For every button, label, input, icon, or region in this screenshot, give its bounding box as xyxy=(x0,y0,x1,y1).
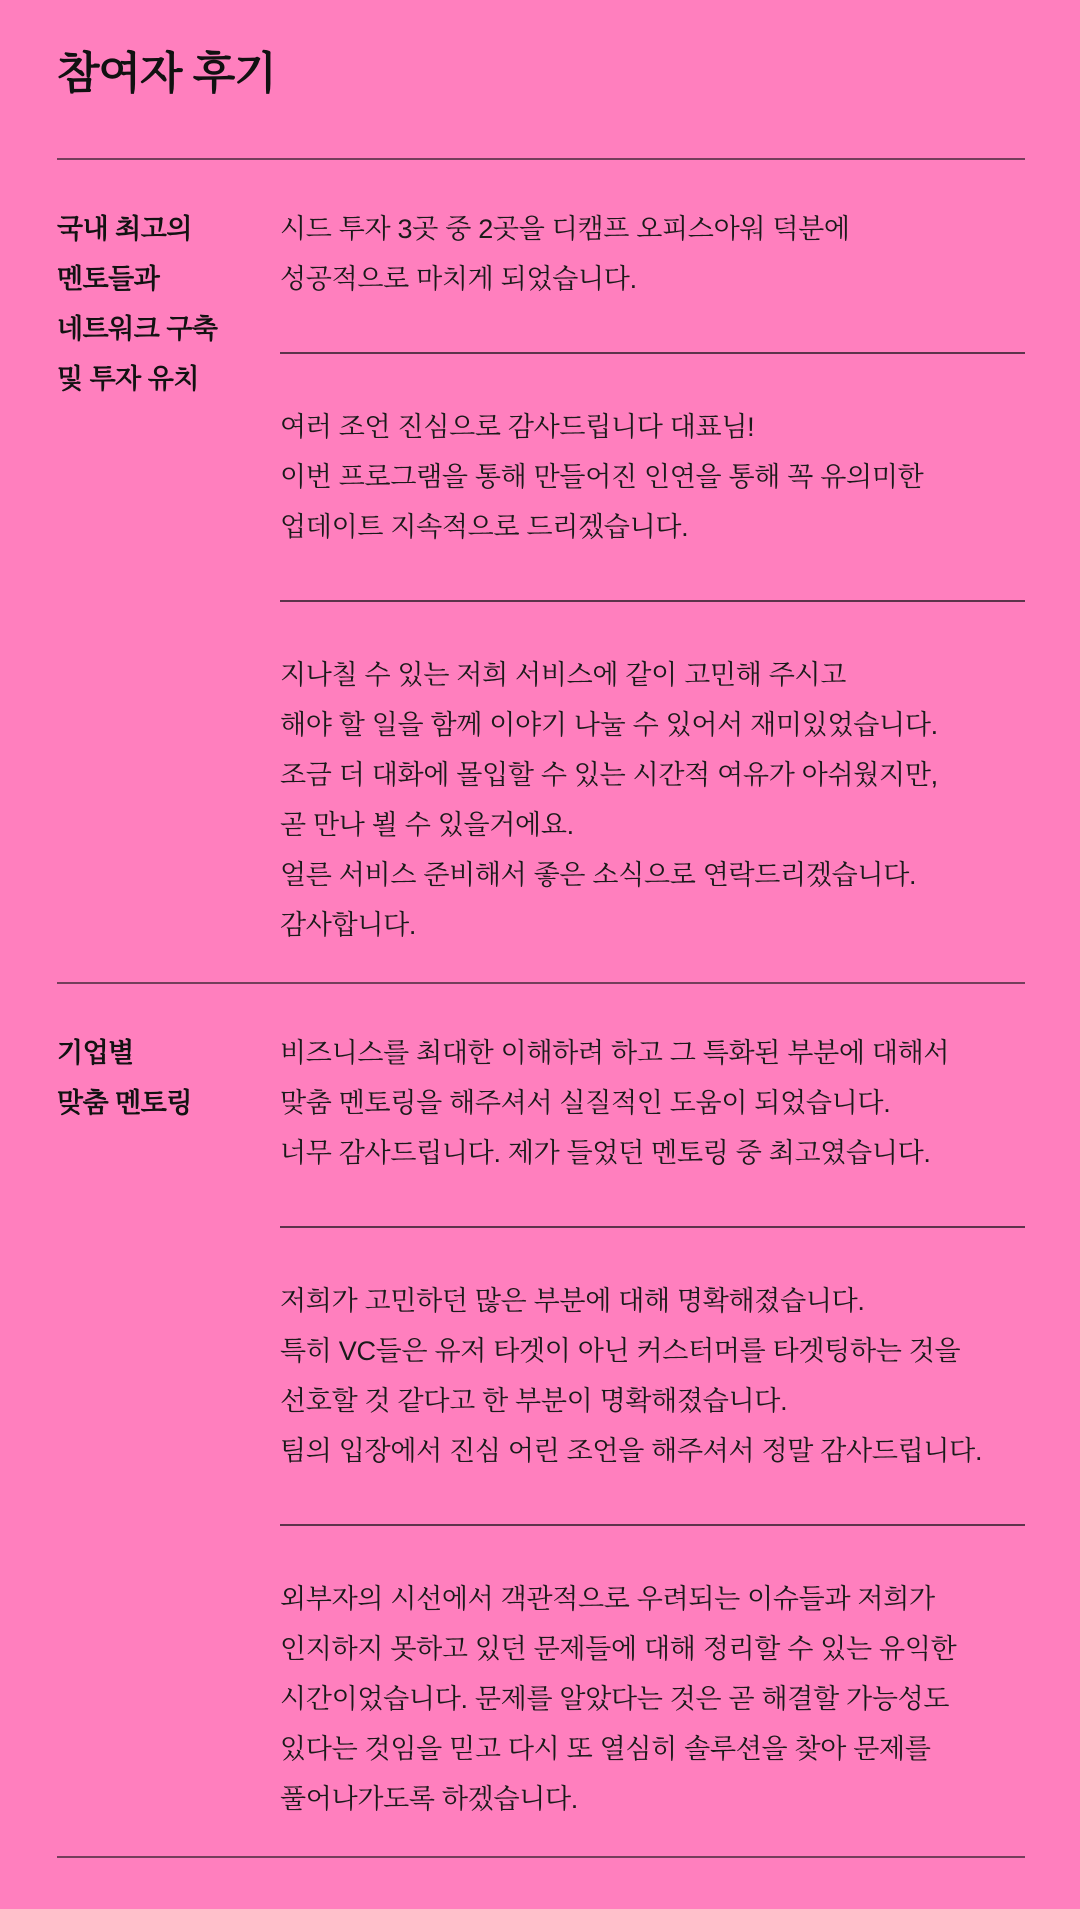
testimonial xyxy=(280,402,1025,552)
testimonial-line: 시간이었습니다. 문제를 알았다는 것은 곧 해결할 가능성도 xyxy=(280,1684,950,1714)
review-section xyxy=(57,984,1025,1856)
section-label-line: 멘토들과 xyxy=(57,264,160,294)
sections-container xyxy=(57,158,1025,1858)
testimonial-line: 이번 프로그램을 통해 만들어진 인연을 통해 꼭 유의미한 xyxy=(280,462,924,492)
testimonial xyxy=(280,1574,1025,1824)
testimonial-line: 선호할 것 같다고 한 부분이 명확해졌습니다. xyxy=(280,1386,788,1416)
testimonial-line: 특히 VC들은 유저 타겟이 아닌 커스터머를 타겟팅하는 것을 xyxy=(280,1336,961,1366)
testimonial xyxy=(280,1276,1025,1476)
testimonial-line: 지나칠 수 있는 저희 서비스에 같이 고민해 주시고 xyxy=(280,660,847,690)
page-title: 참여자 후기 xyxy=(57,49,276,98)
section-label xyxy=(57,204,280,950)
testimonial-line: 얼른 서비스 준비해서 좋은 소식으로 연락드리겠습니다. xyxy=(280,860,917,890)
testimonial-line: 외부자의 시선에서 객관적으로 우려되는 이슈들과 저희가 xyxy=(280,1584,935,1614)
section-label-line: 국내 최고의 xyxy=(57,214,192,244)
bottom-divider xyxy=(57,1856,1025,1858)
testimonial-line: 성공적으로 마치게 되었습니다. xyxy=(280,264,637,294)
testimonial xyxy=(280,650,1025,950)
section-label-line: 네트워크 구축 xyxy=(57,314,218,344)
testimonial-divider xyxy=(280,1524,1025,1526)
section-label-line: 맞춤 멘토링 xyxy=(57,1088,192,1118)
testimonial-column xyxy=(280,204,1025,950)
testimonial-line: 조금 더 대화에 몰입할 수 있는 시간적 여유가 아쉬웠지만, xyxy=(280,760,938,790)
testimonial-line: 업데이트 지속적으로 드리겠습니다. xyxy=(280,512,689,542)
section-label xyxy=(57,1028,280,1824)
testimonial-divider xyxy=(280,600,1025,602)
testimonial-divider xyxy=(280,1226,1025,1228)
testimonial-column xyxy=(280,1028,1025,1824)
testimonial-line: 팀의 입장에서 진심 어린 조언을 해주셔서 정말 감사드립니다. xyxy=(280,1436,983,1466)
testimonial-line: 감사합니다. xyxy=(280,910,417,940)
testimonial xyxy=(280,1028,1025,1178)
testimonial-line: 해야 할 일을 함께 이야기 나눌 수 있어서 재미있었습니다. xyxy=(280,710,938,740)
testimonial-line: 시드 투자 3곳 중 2곳을 디캠프 오피스아워 덕분에 xyxy=(280,214,850,244)
testimonial-line: 저희가 고민하던 많은 부분에 대해 명확해졌습니다. xyxy=(280,1286,865,1316)
section-label-line: 및 투자 유치 xyxy=(57,364,199,394)
testimonial-line: 너무 감사드립니다. 제가 들었던 멘토링 중 최고였습니다. xyxy=(280,1138,931,1168)
testimonial-line: 맞춤 멘토링을 해주셔서 실질적인 도움이 되었습니다. xyxy=(280,1088,891,1118)
testimonial-line: 풀어나가도록 하겠습니다. xyxy=(280,1784,579,1814)
testimonial-line: 있다는 것임을 믿고 다시 또 열심히 솔루션을 찾아 문제를 xyxy=(280,1734,931,1764)
testimonial-line: 인지하지 못하고 있던 문제들에 대해 정리할 수 있는 유익한 xyxy=(280,1634,957,1664)
testimonial-line: 비즈니스를 최대한 이해하려 하고 그 특화된 부분에 대해서 xyxy=(280,1038,950,1068)
testimonial-line: 여러 조언 진심으로 감사드립니다 대표님! xyxy=(280,412,755,442)
testimonial xyxy=(280,204,1025,304)
testimonial-line: 곧 만나 뵐 수 있을거에요. xyxy=(280,810,574,840)
testimonial-divider xyxy=(280,352,1025,354)
section-label-line: 기업별 xyxy=(57,1038,134,1068)
review-section xyxy=(57,160,1025,982)
